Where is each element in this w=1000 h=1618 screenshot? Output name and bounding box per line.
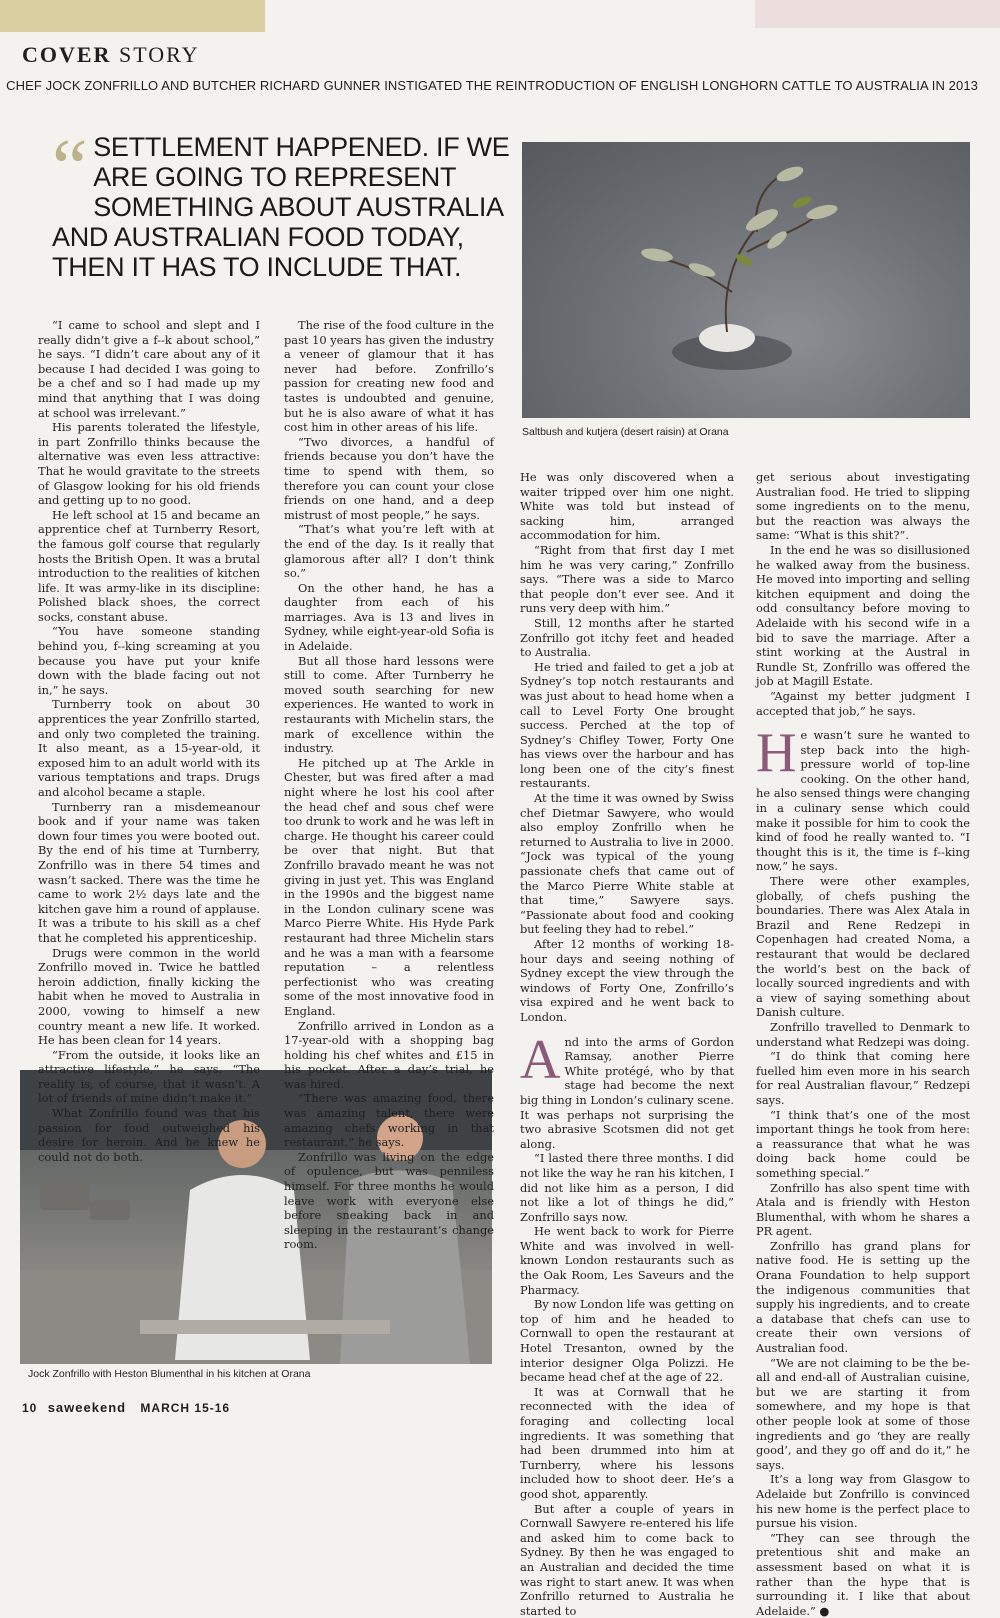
- paragraph: “We are not claiming to be the be-all and end-all of Australian cuisine, but we are starting it from somewhere, and my hope is that other people look at some of those ingredients and go ‘they are really good’, and they go off and do it,” he says.: [756, 1355, 970, 1472]
- paragraph: He was only discovered when a waiter tripped over him one night. White was told but instead of sacking him, arranged accommodation for him.: [520, 470, 734, 543]
- saltbush-dish-illustration: [522, 142, 970, 418]
- page-number: 10: [22, 1401, 38, 1415]
- paragraph: He pitched up at The Arkle in Chester, but was fired after a mad night where he lost his cool after the head chef and sous chef were too drunk to work and he was left in charge. He thought his career could be over that night. But that Zonfrillo bravado meant he was not giving in just yet. This was England in the 1990s and the biggest name in the London culinary scene was Marco Pierre White. His Hyde Park restaurant had three Michelin stars and he was a man with a fearsome reputation – a relentless perfectionist who was creating some of the most innovative food in England.: [284, 755, 494, 1018]
- paragraph: It was at Cornwall that he reconnected with the idea of foraging and collecting local ingredients. It was something that had been drummed into him at Turnberry, where his lessons included how to shoot deer. He’s a good shot, apparently.: [520, 1384, 734, 1501]
- paragraph: Turnberry took on about 30 apprentices the year Zonfrillo started, and only two completed the training. It also meant, as a 15-year-old, it exposed him to an adult world with its various temptations and traps. Drugs and alcohol became a staple.: [38, 697, 260, 799]
- paragraph: His parents tolerated the lifestyle, in part Zonfrillo thinks because the alternative was even less attractive: That he would gravitate to the streets of Glasgow looking for his old friends and getting up to no good.: [38, 420, 260, 508]
- dropcap-paragraph: [756, 722, 970, 874]
- top-right-band: [755, 0, 1000, 28]
- paragraph: Zonfrillo travelled to Denmark to understand what Redzepi was doing.: [756, 1019, 970, 1049]
- paragraph: It’s a long way from Glasgow to Adelaide but Zonfrillo is convinced his new home is the perfect place to pursue his vision.: [756, 1472, 970, 1531]
- paragraph: Zonfrillo was living on the edge of opulence, but was penniless himself. For three months he would leave work with everyone else before sneaking back in and sleeping in the restaurant’s change room.: [284, 1149, 494, 1252]
- chefs-photo-caption: Jock Zonfrillo with Heston Blumenthal in his kitchen at Orana: [28, 1368, 311, 1380]
- paragraph: “They can see through the pretentious shit and make an assessment based on what it is rather than the hype that is surrounding it. I like that about Adelaide.” ●: [756, 1530, 970, 1618]
- paragraph: In the end he was so disillusioned he walked away from the business. He moved into importing and selling kitchen equipment and doing the odd consultancy before moving to Adelaide with his second wife in a bid to save the marriage. After a stint working at the Austral in Rundle St, Zonfrillo was offered the job at Magill Estate.: [756, 542, 970, 689]
- paragraph: Turnberry ran a misdemeanour book and if your name was taken down four times you were booted out. By the end of his time at Turnberry, Zonfrillo was in there 54 times and wasn’t sacked. There was the time he came to work 2½ days late and the kitchen gave him a round of applause. It was a tribute to his skill as a chef that he completed his apprenticeship.: [38, 799, 260, 945]
- paragraph: On the other hand, he has a daughter from each of his marriages. Ava is 13 and lives in Sydney, while eight-year-old Sofia is in Adelaide.: [284, 580, 494, 654]
- dropcap-paragraph-text: nd into the arms of Gordon Ramsay, another Pierre White protégé, who by that stage had become the next big thing in London’s culinary scene. It was perhaps not surprising the two abrasive Scotsmen did not get along.: [520, 1034, 734, 1151]
- paragraph: He went back to work for Pierre White and was involved in well-known London restaurants such as the Oak Room, Les Saveurs and the Pharmacy.: [520, 1224, 734, 1297]
- paragraph: At the time it was owned by Swiss chef Dietmar Sawyere, who would also employ Zonfrillo when he returned to Australia to live in 2000. “Jock was typical of the young passionate chefs that came out of the Marco Pierre White stable at that time,” Sawyere says. “Passionate about food and cooking but feeling they had to rebel.”: [520, 791, 734, 937]
- paragraph: He tried and failed to get a job at Sydney’s top notch restaurants and was just about to head home when a call to Level Forty One brought success. Perched at the top of Sydney’s Chifley Tower, Forty One has views over the harbour and has long been one of the city’s finest restaurants.: [520, 659, 734, 791]
- paragraph: “I came to school and slept and I really didn’t give a f--k about school,” he says. “I didn’t care about any of it because I had decided I was going to be a chef and so I had made up my mind that anything that I was doing at school was irrelevant.”: [38, 318, 260, 420]
- dropcap-paragraph: [520, 1028, 734, 1152]
- drop-cap: A: [520, 1028, 561, 1091]
- issue-date: MARCH 15-16: [140, 1401, 231, 1415]
- paragraph: But all those hard lessons were still to come. After Turnberry he moved south searching for new experiences. He wanted to work in restaurants with Michelin stars, the mark of excellence within the industry.: [284, 653, 494, 756]
- paragraph: What Zonfrillo found was that his passion for food outweighed his desire for heroin. And he knew he could not do both.: [38, 1106, 260, 1164]
- paragraph: “I lasted there three months. I did not like the way he ran his kitchen, I did not like him as a person, I did not like a lot of things he did,” Zonfrillo says now.: [520, 1151, 734, 1224]
- section-header: [22, 42, 199, 68]
- drop-cap: H: [756, 722, 797, 785]
- article-column-3: [520, 470, 734, 1618]
- paragraph: He left school at 15 and became an apprentice chef at Turnberry Resort, the famous golf course that regularly hosts the British Open. It was a brutal introduction to the realities of kitchen life. It was army-like in its discipline: Polished black shoes, the correct socks, constant abuse.: [38, 507, 260, 624]
- article-column-1: [38, 318, 260, 1164]
- dropcap-paragraph-text: e wasn’t sure he wanted to step back into the high-pressure world of top-line cooking. On the other hand, he also sensed things were changing in a culinary sense which could make it possible for him to cook the kind of food he really wanted to. “I thought this is it, the time is f--king now,” he says.: [756, 728, 970, 874]
- pull-quote-text: SETTLEMENT HAPPENED. IF WE ARE GOING TO REPRESENT SOMETHING ABOUT AUSTRALIA AND AUSTRALIAN FOOD TODAY, THEN IT HAS TO INCLUDE THAT.: [52, 132, 510, 282]
- article-column-4: [756, 470, 970, 1618]
- paragraph: There were other examples, globally, of chefs pushing the boundaries. There was Alex Atala in Brazil and Rene Redzepi in Copenhagen had created Noma, a restaurant that would be declared the world’s best on the back of locally sourced ingredients and with a view of saying something about Danish culture.: [756, 874, 970, 1020]
- top-color-band: [0, 0, 265, 32]
- publication-name: saweekend: [47, 1400, 127, 1415]
- paragraph: “I do think that coming here fuelled him even more in his search for real Australian flavour,” Redzepi says.: [756, 1049, 970, 1107]
- paragraph: After 12 months of working 18-hour days and seeing nothing of Sydney except the view through the windows of Forty One, Zonfrillo’s visa expired and he went back to London.: [520, 937, 734, 1024]
- paragraph: But after a couple of years in Cornwall Sawyere re-entered his life and asked him to come back to Sydney. By then he was engaged to an Australian and decided the time was right to start anew. It was when Zonfrillo returned to Australia he started to: [520, 1501, 734, 1618]
- paragraph: The rise of the food culture in the past 10 years has given the industry a veneer of glamour that it has never had before. Zonfrillo’s passion for creating new food and tastes is undoubted and genuine, but he is also aware of what it has cost him in other areas of his life.: [284, 318, 494, 435]
- paragraph: “Two divorces, a handful of friends because you don’t have the time to spend with them, so therefore you can count your close friends on one hand, and a deep mistrust of most people,” he says.: [284, 434, 494, 522]
- paragraph: Still, 12 months after he started Zonfrillo got itchy feet and headed to Australia.: [520, 615, 734, 660]
- paragraph: “That’s what you’re left with at the end of the day. Is it really that glamorous after all? I don’t think so.”: [284, 522, 494, 581]
- page-footer: [22, 1400, 230, 1415]
- paragraph: Zonfrillo has also spent time with Atala and is friendly with Heston Blumenthal, with whom he shares a PR agent.: [756, 1180, 970, 1239]
- section-header-bold: COVER: [22, 42, 112, 67]
- paragraph: Zonfrillo has grand plans for native food. He is setting up the Orana Foundation to help support the indigenous communities that supply his ingredients, and to create a database that chefs can use to create their own versions of Australian food.: [756, 1238, 970, 1356]
- paragraph: “There was amazing food, there was amazing talent, there were amazing chefs working in that restaurant,” he says.: [284, 1091, 494, 1150]
- paragraph: “I think that’s one of the most important things he took from here: a reassurance that what he was doing back home could be something special.”: [756, 1107, 970, 1180]
- paragraph: Drugs were common in the world Zonfrillo moved in. Twice he battled heroin addiction, finally kicking the habit when he moved to Australia in 2000, vowing to himself a new country meant a new life. It worked. He has been clean for 14 years.: [38, 945, 260, 1048]
- paragraph: By now London life was getting on top of him and he headed to Cornwall to open the restaurant at Hotel Tresanton, owned by the interior designer Olga Polizzi. He became head chef at the age of 22.: [520, 1297, 734, 1385]
- quote-mark-icon: “: [52, 124, 88, 212]
- kicker: CHEF JOCK ZONFRILLO AND BUTCHER RICHARD GUNNER INSTIGATED THE REINTRODUCTION OF ENGLISH LONGHORN CATTLE TO AUSTRALIA IN 2013: [6, 78, 978, 93]
- food-photo: [522, 142, 970, 418]
- pull-quote: [52, 124, 512, 282]
- article-column-2: [284, 318, 494, 1252]
- paragraph: “Right from that first day I met him he was very caring,” Zonfrillo says. “There was a side to Marco that people don’t ever see. And it runs very deep with him.”: [520, 542, 734, 616]
- food-photo-caption: Saltbush and kutjera (desert raisin) at Orana: [522, 426, 729, 438]
- paragraph: “From the outside, it looks like an attractive lifestyle,” he says. “The reality is, of course, that it wasn’t. A lot of friends of mine didn’t make it.”: [38, 1047, 260, 1106]
- section-header-regular: STORY: [118, 42, 200, 67]
- paragraph: get serious about investigating Australian food. He tried to slipping some ingredients on to the menu, but the reaction was always the same: “What is this shit?”.: [756, 470, 970, 543]
- paragraph: “You have someone standing behind you, f--king screaming at you because you have put your knife down with the blade facing out not in,” he says.: [38, 624, 260, 697]
- paragraph: “Against my better judgment I accepted that job,” he says.: [756, 688, 970, 718]
- paragraph: Zonfrillo arrived in London as a 17-year-old with a shopping bag holding his chef whites and £15 in his pocket. After a day’s trial, he was hired.: [284, 1018, 494, 1091]
